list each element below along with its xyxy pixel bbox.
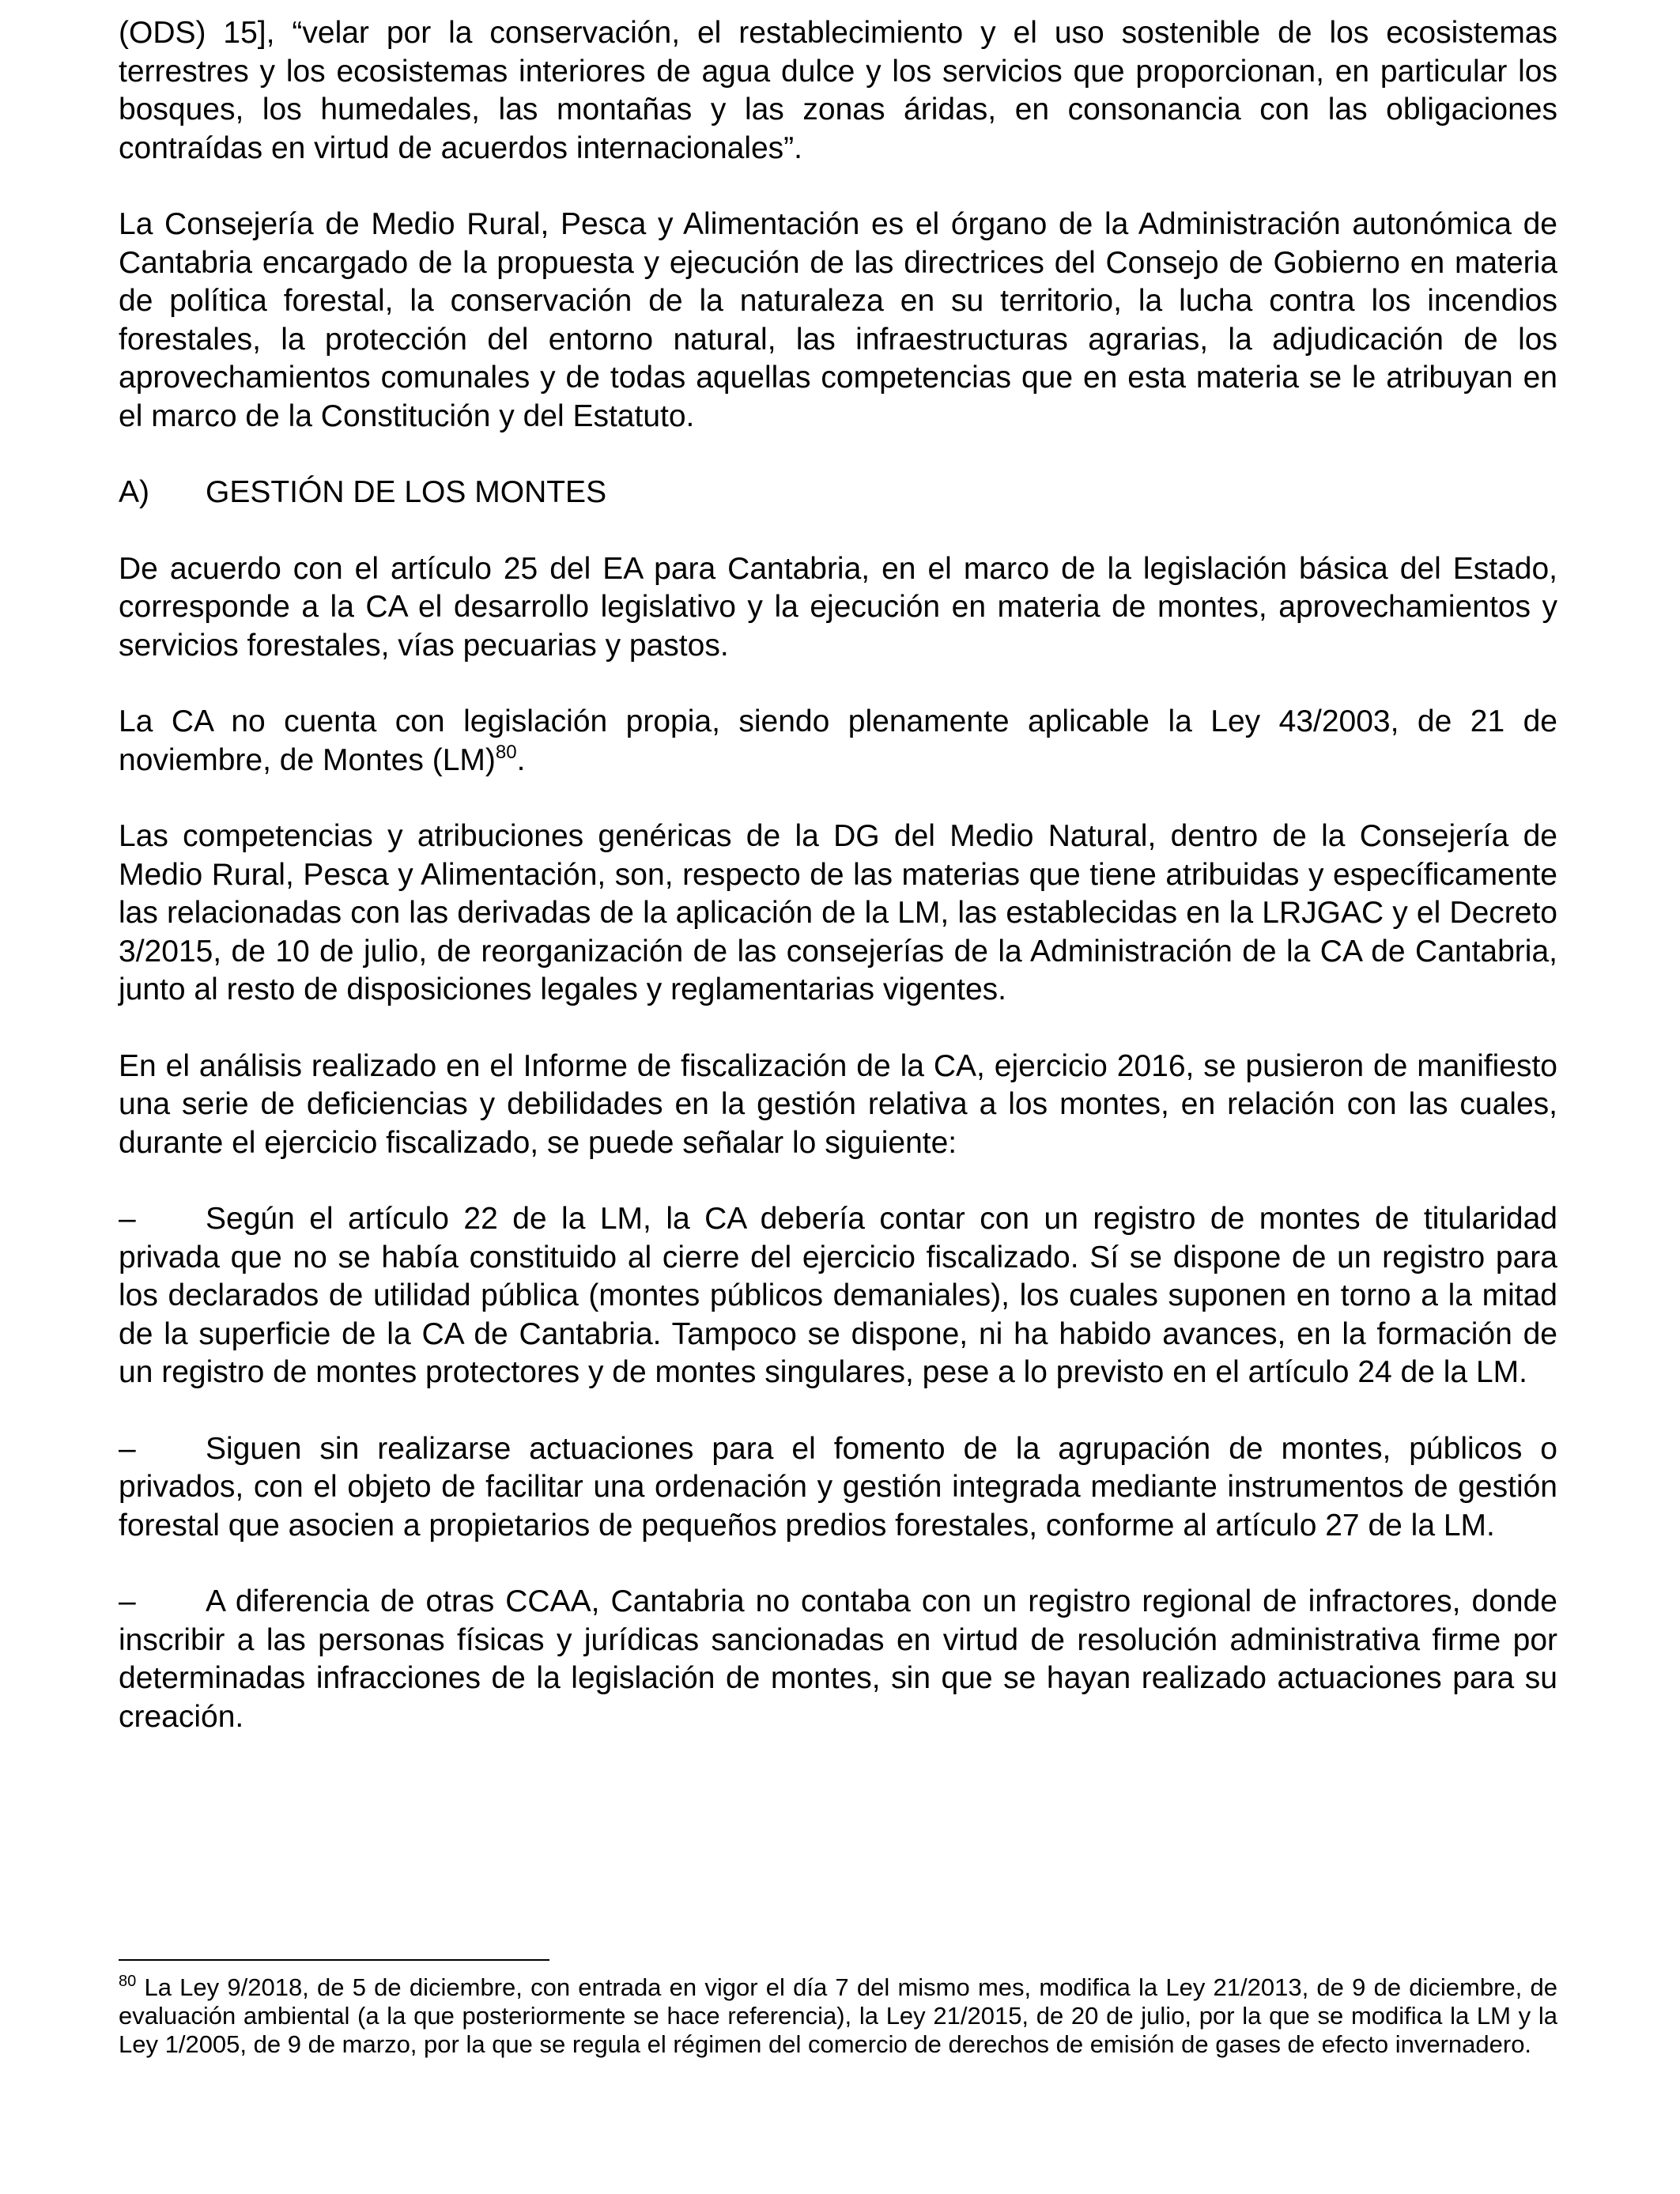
bullet-text: Siguen sin realizarse actuaciones para el fomento de la agrupación de montes, públicos o privados, con el objeto de facilitar una ordenación y gestión integrada mediante instrumentos de gestión forestal que asocien a propietarios de pequeños predios forestales, conforme al artículo 27 de la LM. (119, 1431, 1557, 1543)
paragraph-consejeria: La Consejería de Medio Rural, Pesca y Alimentación es el órgano de la Administración autonómica de Cantabria encargado de la propuesta y ejecución de las directrices del Consejo de Gobierno en materia de política forestal, la conservación de la naturaleza en su territorio, la lucha contra los incendios forestales, la protección del entorno natural, las infraestructuras agrarias, la adjudicación de los aprovechamientos comunales y de todas aquellas competencias que en esta materia se le atribuyan en el marco de la Constitución y del Estatuto. (119, 207, 1557, 433)
paragraph-ods-quote: (ODS) 15], “velar por la conservación, el restablecimiento y el uso sostenible de los ecosistemas terrestres y los ecosistemas interiores de agua dulce y los servicios que proporcionan, en particular los bosques, los humedales, las montañas y las zonas áridas, en consonancia con las obligaciones contraídas en virtud de acuerdos internacionales”. (119, 16, 1557, 165)
list-item (119, 1200, 1557, 1392)
document-body (119, 14, 1557, 1774)
footnote-separator (119, 1959, 549, 1961)
footnote-number: 80 (119, 1973, 137, 1990)
footnote-reference[interactable]: 80 (495, 741, 517, 763)
bullet-dash: – (119, 1431, 136, 1466)
section-title: GESTIÓN DE LOS MONTES (206, 475, 607, 509)
list-item (119, 1430, 1557, 1546)
footnote-text: La Ley 9/2018, de 5 de diciembre, con entrada en vigor el día 7 del mismo mes, modifica la Ley 21/2013, de 9 de diciembre, de evaluación ambiental (a la que posteriormente se hace referencia), la Ley 21/2015, de 20 de julio, por la que se modifica la LM y la Ley 1/2005, de 9 de marzo, por la que se regula el régimen del comercio de derechos de emisión de gases de efecto invernadero. (119, 1973, 1557, 2058)
bullet-dash: – (119, 1202, 136, 1236)
section-heading (119, 474, 1557, 512)
section-number: A) (119, 475, 149, 509)
paragraph-legislacion-propia (119, 703, 1557, 780)
paragraph-analisis: En el análisis realizado en el Informe de fiscalización de la CA, ejercicio 2016, se pusieron de manifiesto una serie de deficiencias y debilidades en la gestión relativa a los montes, en relación con las cuales, durante el ejercicio fiscalizado, se puede señalar lo siguiente: (119, 1048, 1557, 1160)
footnote (119, 1973, 1557, 2059)
paragraph-competencias: Las competencias y atribuciones genéricas de la DG del Medio Natural, dentro de la Consejería de Medio Rural, Pesca y Alimentación, son, respecto de las materias que tiene atribuidas y específicamente las relacionadas con las derivadas de la aplicación de la LM, las establecidas en la LRJGAC y el Decreto 3/2015, de 10 de julio, de reorganización de las consejerías de la Administración de la CA de Cantabria, junto al resto de disposiciones legales y reglamentarias vigentes. (119, 819, 1557, 1006)
list-item (119, 1583, 1557, 1736)
paragraph-legislacion-text: La CA no cuenta con legislación propia, siendo plenamente aplicable la Ley 43/2003, de 21 de noviembre, de Montes (LM) (119, 704, 1557, 777)
bullet-text: A diferencia de otras CCAA, Cantabria no contaba con un registro regional de infractores, donde inscribir a las personas físicas y jurídicas sancionadas en virtud de resolución administrativa firme por determinadas infracciones de la legislación de montes, sin que se hayan realizado actuaciones para su creación. (119, 1584, 1557, 1734)
paragraph-legislacion-end: . (516, 742, 526, 777)
bullet-text: Según el artículo 22 de la LM, la CA debería contar con un registro de montes de titularidad privada que no se había constituido al cierre del ejercicio fiscalizado. Sí se dispone de un registro para los declarados de utilidad pública (montes públicos demaniales), los cuales suponen en torno a la mitad de la superficie de la CA de Cantabria. Tampoco se dispone, ni ha habido avances, en la formación de un registro de montes protectores y de montes singulares, pese a lo previsto en el artículo 24 de la LM. (119, 1202, 1557, 1389)
paragraph-articulo-25: De acuerdo con el artículo 25 del EA para Cantabria, en el marco de la legislación básica del Estado, corresponde a la CA el desarrollo legislativo y la ejecución en materia de montes, aprovechamientos y servicios forestales, vías pecuarias y pastos. (119, 551, 1557, 663)
bullet-dash: – (119, 1584, 136, 1618)
